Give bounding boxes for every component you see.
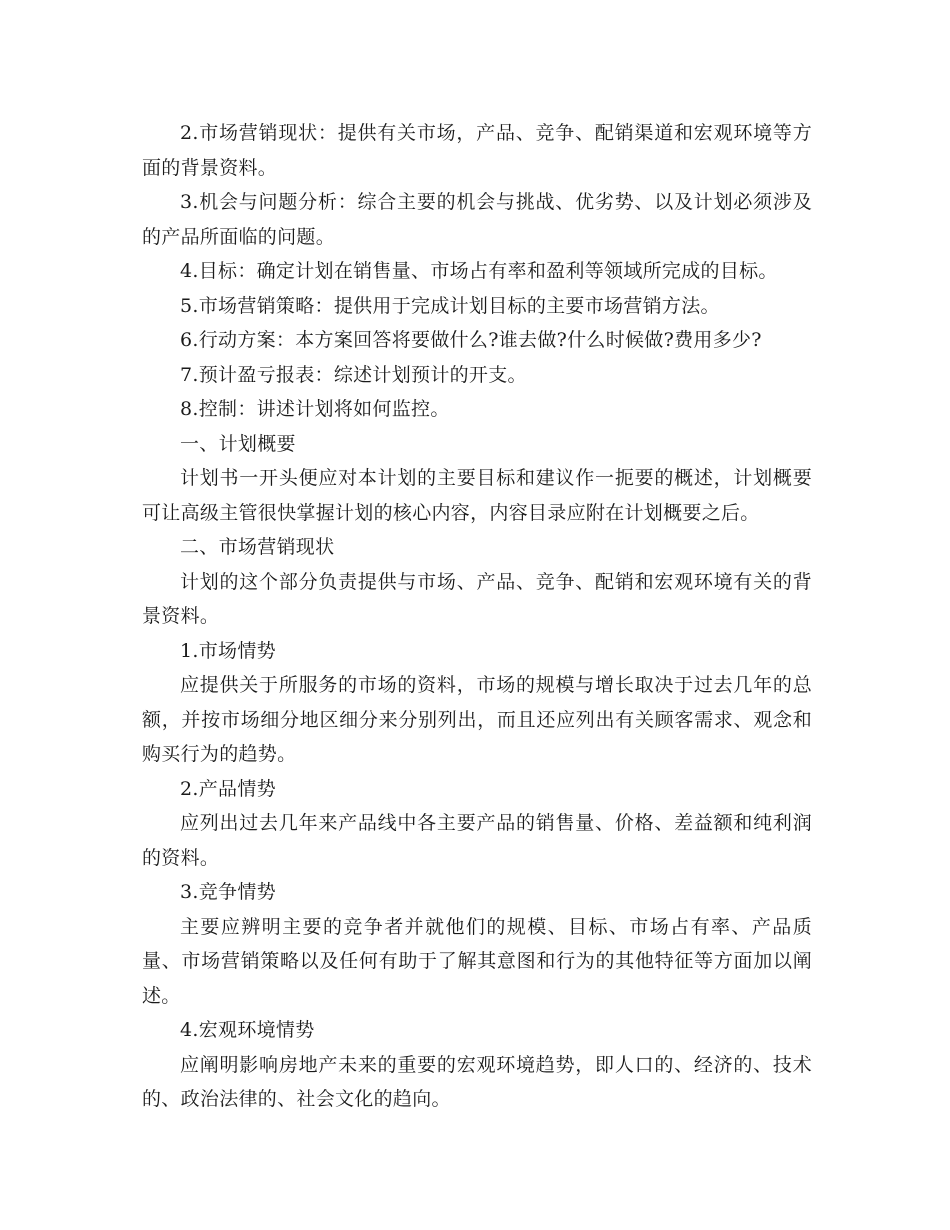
paragraph-control-item: 8.控制：讲述计划将如何监控。 (180, 398, 450, 420)
subheading-market-situation: 1.市场情势 (180, 639, 276, 662)
section-heading-market-status: 二、市场营销现状 (180, 536, 335, 558)
subheading-product-situation: 2.产品情势 (180, 777, 276, 800)
paragraph-competition-situation: 主要应辨明主要的竞争者并就他们的规模、目标、市场占有率、产品质量、市场营销策略以及任何有助于了解其意图和行为的其他特征等方面加以阐述。 (142, 915, 812, 1007)
section-heading-plan-summary: 一、计划概要 (180, 432, 296, 455)
paragraph-market-status: 计划的这个部分负责提供与市场、产品、竞争、配销和宏观环境有关的背景资料。 (142, 570, 812, 627)
paragraph-action-plan-item: 6.行动方案：本方案回答将要做什么?谁去做?什么时候做?费用多少? (180, 329, 762, 351)
paragraph-profit-loss-item: 7.预计盈亏报表：综述计划预计的开支。 (180, 363, 527, 386)
paragraph-macro-environment: 应阐明影响房地产未来的重要的宏观环境趋势，即人口的、经济的、技术的、政治法律的、社会文化的趋向。 (142, 1053, 812, 1110)
paragraph-strategy-item: 5.市场营销策略：提供用于完成计划目标的主要市场营销方法。 (180, 294, 720, 317)
paragraph-objectives-item: 4.目标：确定计划在销售量、市场占有率和盈利等领域所完成的目标。 (180, 260, 778, 282)
subheading-competition-situation: 3.竞争情势 (180, 881, 276, 903)
paragraph-plan-summary: 计划书一开头便应对本计划的主要目标和建议作一扼要的概述，计划概要可让高级主管很快掌握计划的核心内容，内容目录应附在计划概要之后。 (142, 467, 812, 524)
paragraph-market-status-item: 2.市场营销现状：提供有关市场，产品、竞争、配销渠道和宏观环境等方面的背景资料。 (142, 122, 812, 179)
paragraph-market-situation: 应提供关于所服务的市场的资料，市场的规模与增长取决于过去几年的总额，并按市场细分地区细分来分别列出，而且还应列出有关顾客需求、观念和购买行为的趋势。 (142, 674, 812, 765)
paragraph-product-situation: 应列出过去几年来产品线中各主要产品的销售量、价格、差益额和纯利润的资料。 (142, 812, 812, 869)
subheading-macro-environment: 4.宏观环境情势 (180, 1019, 315, 1041)
paragraph-opportunity-analysis-item: 3.机会与问题分析：综合主要的机会与挑战、优劣势、以及计划必须涉及的产品所面临的问题。 (142, 191, 812, 248)
document-body (142, 116, 812, 1117)
